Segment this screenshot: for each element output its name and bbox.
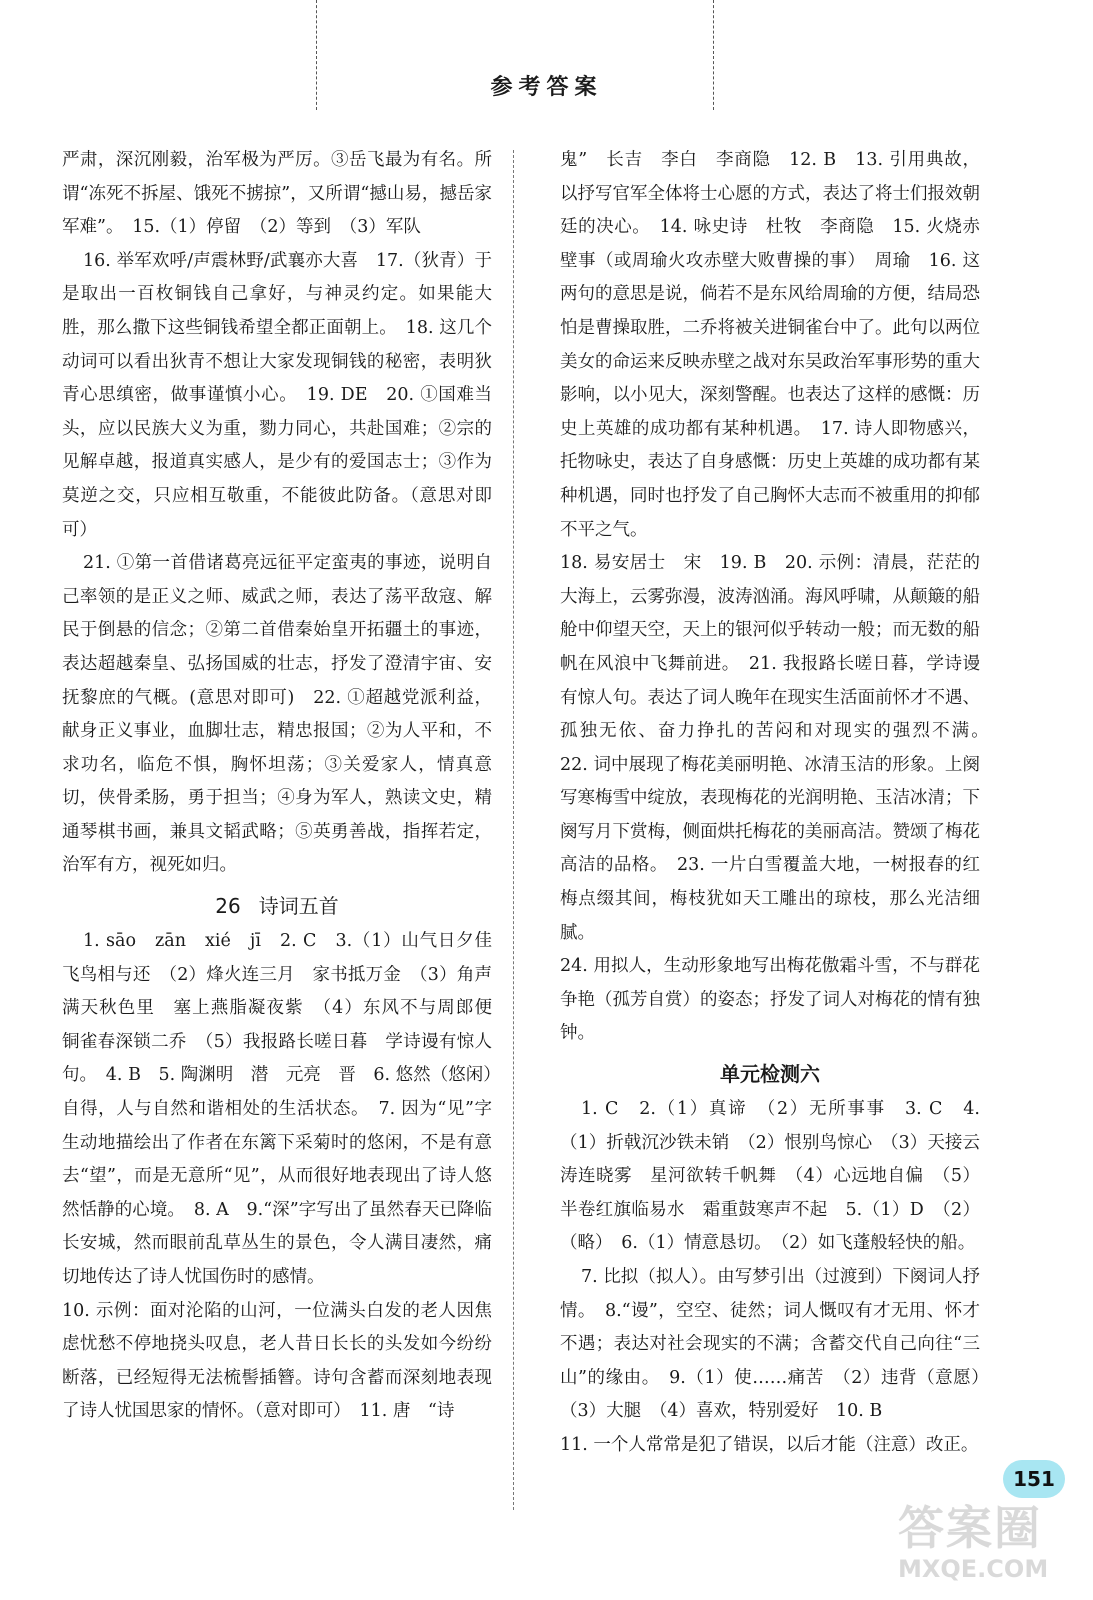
- watermark-logo: [898, 1502, 1088, 1592]
- section-title: 诗词五首: [258, 894, 339, 919]
- section-number: 26: [215, 894, 241, 919]
- answer-paragraph: 鬼” 长吉 李白 李商隐 12. B 13. 引用典故，以抒写官军全体将士心愿的方式，表达了将士们报效朝廷的决心。 14. 咏史诗 杜牧 李商隐 15. 火烧赤壁事（或周瑜火攻赤壁大败曹操的事） 周瑜 16. 这两句的意思是说，倘若不是东风给周瑜的方便，结局恐怕是曹操取胜，二乔将被关进铜雀台中了。此句以两位美女的命运来反映赤壁之战对东吴政治军事形势的重大影响，以小见大，深刻警醒。也表达了这样的感慨：历史上英雄的成功都有某种机遇。 17. 诗人即物感兴，托物咏史，表达了自身感慨：历史上英雄的成功都有某种机遇，同时也抒发了自己胸怀大志而不被重用的抑郁不平之气。: [560, 150, 980, 540]
- left-column: [62, 144, 510, 1429]
- answer-paragraph: 21. ①第一首借诸葛亮远征平定蛮夷的事迹，说明自己率领的是正义之师、威武之师，表达了荡平敌寇、解民于倒悬的信念；②第二首借秦始皇开拓疆土的事迹，表达超越秦皇、弘扬国威的壮志，抒发了澄清宇宙、安抚黎庶的气概。(意思对即可) 22. ①超越党派利益，献身正义事业，血脚壮志，精忠报国；②为人平和，不求功名，临危不惧，胸怀坦荡；③关爱家人，情真意切，侠骨柔肠，勇于担当；④身为军人，熟读文史，精通琴棋书画，兼具文韬武略；⑤英勇善战，指挥若定，治军有方，视死如归。: [62, 553, 492, 876]
- answer-paragraph: 16. 举军欢呼/声震林野/武襄亦大喜 17.（狄青）于是取出一百枚铜钱自己拿好，与神灵约定。如果能大胜，那么撒下这些铜钱希望全都正面朝上。 18. 这几个动词可以看出狄青不想让大家发现铜钱的秘密，表明狄青心思缜密，做事谨慎小心。 19. DE 20. ①国难当头，应以民族大义为重，勠力同心，共赴国难；②宗的见解卓越，报道真实感人，是少有的爱国志士；③作为莫逆之交，只应相互敬重，不能彼此防备。（意思对即可）: [62, 250, 492, 540]
- right-column: [560, 144, 998, 1463]
- page-title: 参考答案: [490, 75, 603, 100]
- page-number: 151: [1003, 1460, 1065, 1498]
- answer-paragraph: 1. sāo zān xié jī 2. C 3.（1）山气日夕佳 飞鸟相与还 （2）烽火连三月 家书抵万金 （3）角声满天秋色里 塞上燕脂凝夜紫 （4）东风不与周郎便 铜雀春深锁二乔 （5）我报路长嗟日暮 学诗谩有惊人句。 4. B 5. 陶渊明 潜 元亮 晋 6. 悠然（悠闲）自得，人与自然和谐相处的生活状态。 7. 因为“见”字生动地描绘出了作者在东篱下采菊时的悠闲，不是有意去“望”，而是无意所“见”，从而很好地表现出了诗人悠然恬静的心境。 8. A 9.“深”字写出了虽然春天已降临长安城，然而眼前乱草丛生的景色，令人满目凄然，痛切地传达了诗人忧国伤时的感情。: [62, 931, 510, 1287]
- answer-paragraph: 严肃，深沉刚毅，治军极为严厉。③岳飞最为有名。所谓“冻死不拆屋、饿死不掳掠”，又所谓“撼山易，撼岳家军难”。 15.（1）停留 （2）等到 （3）军队: [62, 150, 492, 238]
- section-heading: [62, 889, 492, 923]
- section-heading: 单元检测六: [720, 1062, 820, 1087]
- watermark-url: MXQE.COM: [898, 1555, 1049, 1583]
- answer-paragraph: 7. 比拟（拟人）。由写梦引出（过渡到）下阕词人抒情。 8.“谩”，空空、徒然；词人慨叹有才无用、怀才不遇；表达对社会现实的不满；含蓄交代自己向往“三山”的缘由。 9.（1）使……痛苦 （2）违背（意愿） （3）大腿 （4）喜欢，特别爱好 10. B: [560, 1267, 998, 1422]
- column-divider: [513, 150, 514, 1510]
- answer-paragraph: 11. 一个人常常是犯了错误，以后才能（注意）改正。: [560, 1434, 979, 1455]
- answer-paragraph: 18. 易安居士 宋 19. B 20. 示例：清晨，茫茫的大海上，云雾弥漫，波涛汹涌。海风呼啸，从颠簸的船舱中仰望天空，天上的银河似乎转动一般；而无数的船帆在风浪中飞舞前进。 21. 我报路长嗟日暮，学诗谩有惊人句。表达了词人晚年在现实生活面前怀才不遇、孤独无依、奋力挣扎的苦闷和对现实的强烈不满。 22. 词中展现了梅花美丽明艳、冰清玉洁的形象。上阕写寒梅雪中绽放，表现梅花的光润明艳、玉洁冰清；下阕写月下赏梅，侧面烘托梅花的美丽高洁。赞颂了梅花高洁的品格。 23. 一片白雪覆盖大地，一树报春的红梅点缀其间，梅枝犹如天工雕出的琼枝，那么光洁细腻。: [560, 553, 998, 943]
- answer-paragraph: 1. C 2.（1）真谛 （2）无所事事 3. C 4.（1）折戟沉沙铁未销 （2）恨别鸟惊心 （3）天接云涛连晓雾 星河欲转千帆舞 （4）心远地自偏 （5）半卷红旗临易水 霜重鼓寒声不起 5.（1）D （2）（略） 6.（1）情意恳切。 （2）如飞蓬般轻快的船。: [560, 1099, 980, 1254]
- answer-paragraph: 10. 示例：面对沦陷的山河，一位满头白发的老人因焦虑忧愁不停地挠头叹息，老人昔日长长的头发如今纷纷断落，已经短得无法梳髻插簪。诗句含蓄而深刻地表现了诗人忧国思家的情怀。（意对即可） 11. 唐 “诗: [62, 1300, 492, 1422]
- answer-paragraph: 24. 用拟人，生动形象地写出梅花傲霜斗雪，不与群花争艳（孤芳自赏）的姿态；抒发了词人对梅花的情有独钟。: [560, 956, 980, 1044]
- watermark-text: 答案圈: [898, 1501, 1042, 1555]
